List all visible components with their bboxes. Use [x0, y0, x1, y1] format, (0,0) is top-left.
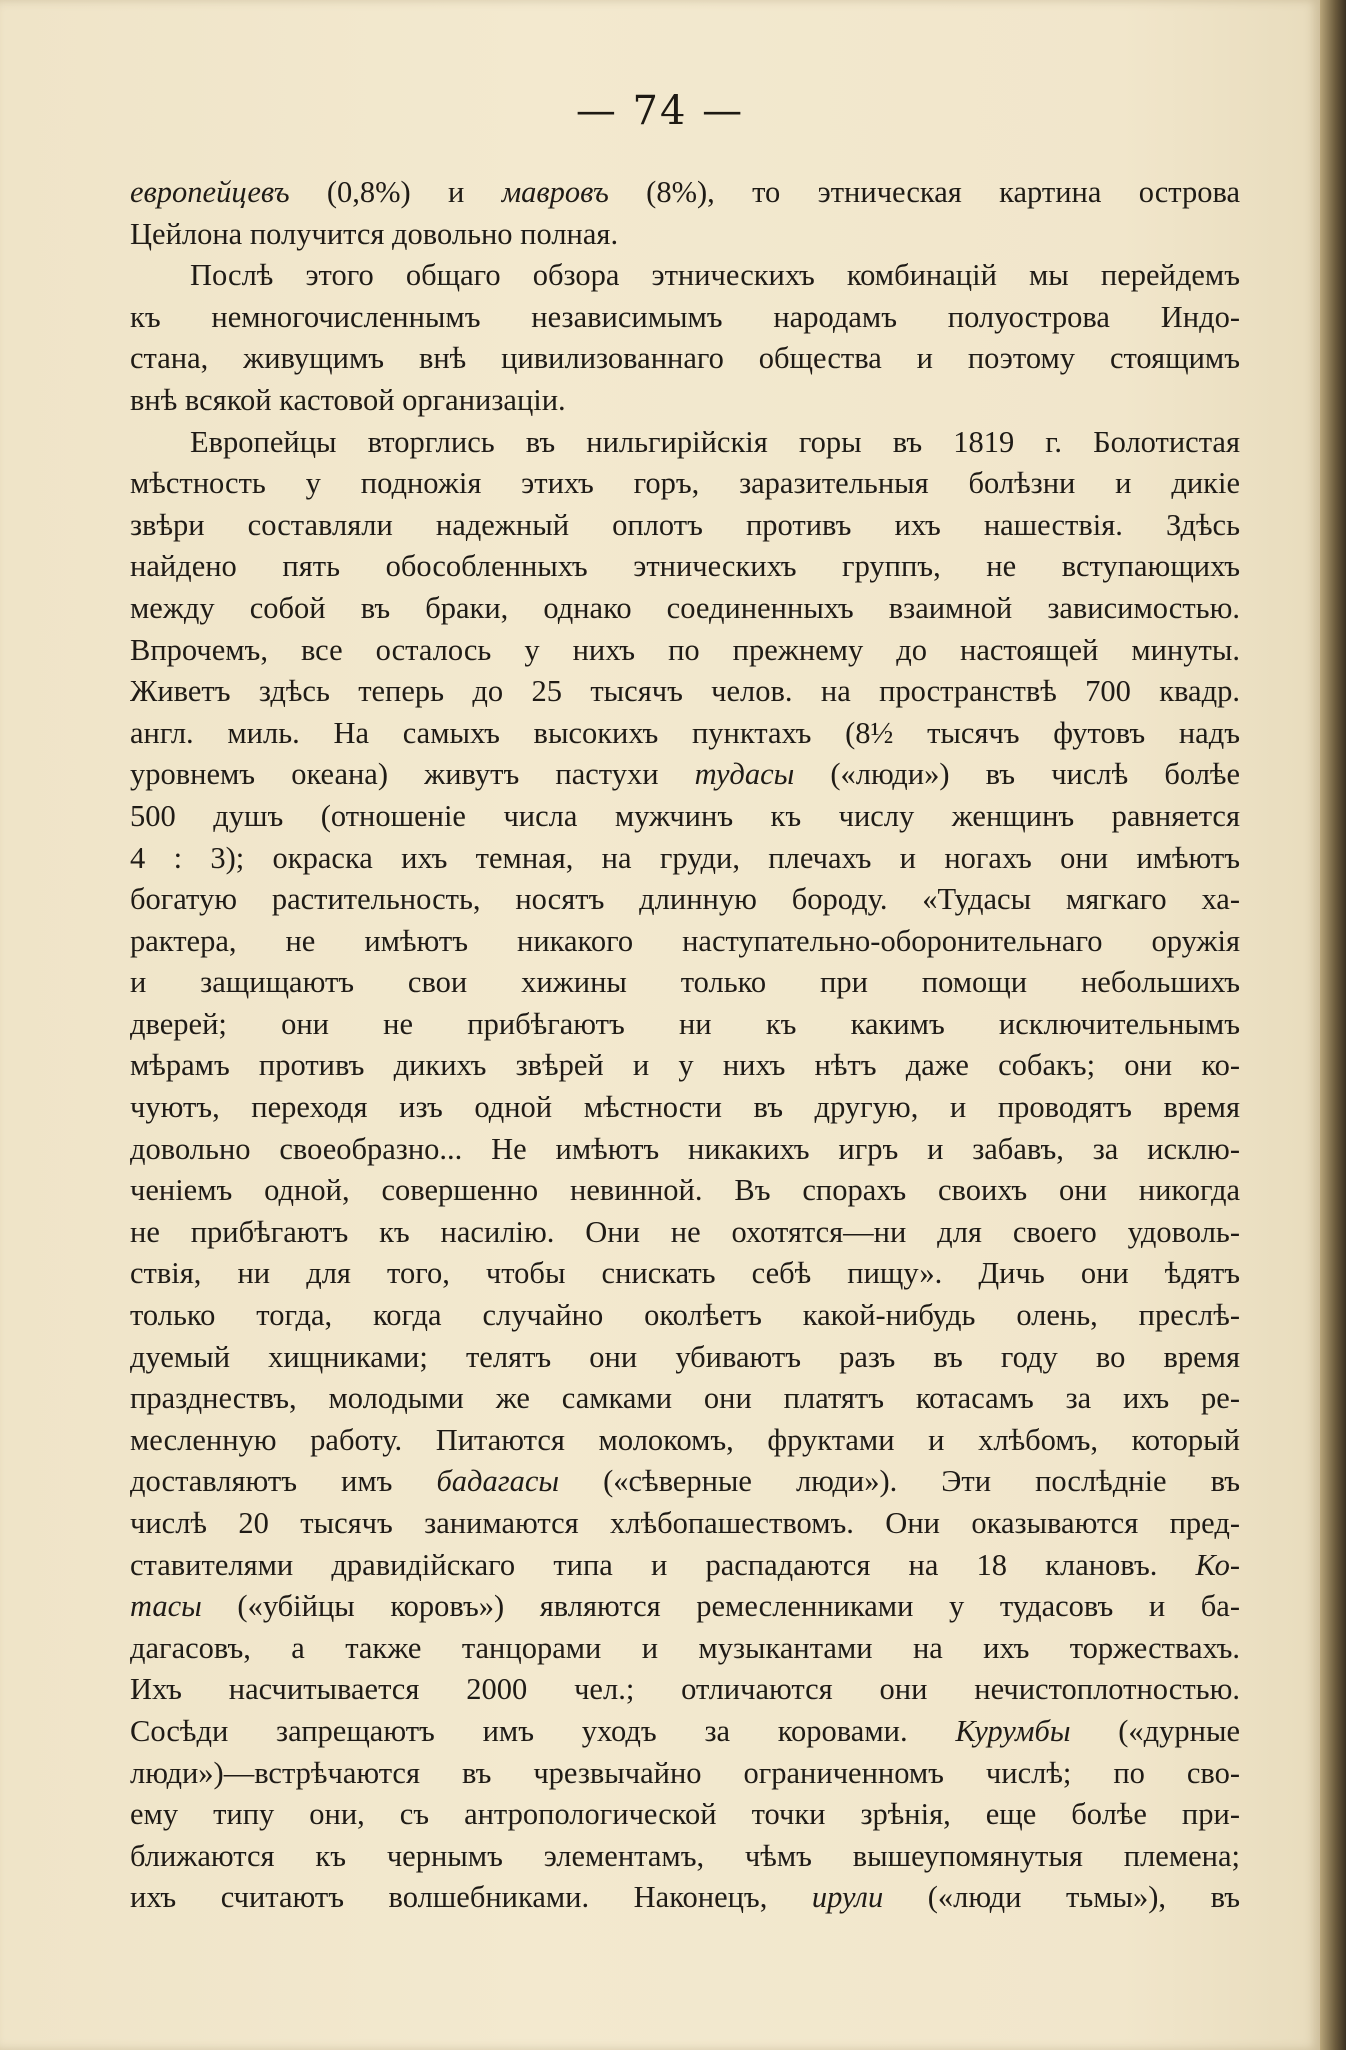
body-text [130, 172, 1240, 1919]
text-line: Ихъ насчитывается 2000 чел.; отличаются они нечистоплотностью. [130, 1672, 1240, 1707]
text-line: дверей; они не прибѣгаютъ ни къ какимъ исключительнымъ [130, 1006, 1240, 1041]
page-edge-shadow [1320, 0, 1346, 2050]
text-line: люди»)—встрѣчаются въ чрезвычайно ограниченномъ числѣ; по сво- [130, 1755, 1240, 1790]
text-line: 4 : 3); окраска ихъ темная, на груди, плечахъ и ногахъ они имѣютъ [130, 840, 1240, 875]
text-line: празднествъ, молодыми же самками они платятъ котасамъ за ихъ ре- [130, 1381, 1240, 1416]
text-line: только тогда, когда случайно околѣетъ какой-нибудь олень, преслѣ- [130, 1298, 1240, 1333]
text-line: ближаются къ чернымъ элементамъ, чѣмъ вышеупомянутыя племена; [130, 1838, 1240, 1873]
text-line: рактера, не имѣютъ никакого наступательно-оборонительнаго оружія [130, 923, 1240, 958]
text-line: внѣ всякой кастовой организаціи. [130, 382, 566, 417]
text-line: тасы («убійцы коровъ») являются ремесленниками у тудасовъ и ба- [130, 1589, 1240, 1624]
text-line: месленную работу. Питаются молокомъ, фруктами и хлѣбомъ, который [130, 1422, 1240, 1457]
text-line: англ. миль. На самыхъ высокихъ пунктахъ (8½ тысячъ футовъ надъ [130, 715, 1240, 750]
text-line: Послѣ этого общаго обзора этническихъ комбинацій мы перейдемъ [190, 258, 1240, 293]
text-line: дагасовъ, а также танцорами и музыкантами на ихъ торжествахъ. [130, 1630, 1240, 1665]
text-line: богатую растительность, носятъ длинную бороду. «Тудасы мягкаго ха- [130, 882, 1240, 917]
page-number: — 74 — [575, 88, 745, 134]
text-line: ему типу они, съ антропологической точки зрѣнія, еще болѣе при- [130, 1797, 1240, 1832]
text-line: Цейлона получится довольно полная. [130, 216, 619, 251]
text-line: европейцевъ (0,8%) и мавровъ (8%), то этническая картина острова [130, 175, 1240, 209]
text-line: числѣ 20 тысячъ занимаются хлѣбопашествомъ. Они оказываются пред- [130, 1506, 1240, 1540]
text-line: ствія, ни для того, чтобы снискать себѣ пищу». Дичь они ѣдятъ [130, 1256, 1240, 1291]
text-line: доставляютъ имъ бадагасы («сѣверные люди»). Эти послѣдніе въ [130, 1464, 1240, 1499]
text-line: ченіемъ одной, совершенно невинной. Въ спорахъ своихъ они никогда [130, 1173, 1240, 1208]
text-line: между собой въ браки, однако соединенныхъ взаимной зависимостью. [130, 590, 1240, 625]
text-line: дуемый хищниками; телятъ они убиваютъ разъ въ году во время [130, 1339, 1240, 1374]
text-line: мѣстность у подножія этихъ горъ, заразительныя болѣзни и дикіе [130, 466, 1240, 501]
text-line: мѣрамъ противъ дикихъ звѣрей и у нихъ нѣтъ даже собакъ; они ко- [130, 1048, 1240, 1083]
text-line: чуютъ, переходя изъ одной мѣстности въ другую, и проводятъ время [130, 1090, 1240, 1125]
text-line: ихъ считаютъ волшебниками. Наконецъ, ирули («люди тьмы»), въ [130, 1880, 1240, 1915]
text-line: Живетъ здѣсь теперь до 25 тысячъ челов. на пространствѣ 700 квадр. [130, 674, 1240, 709]
text-line: звѣри составляли надежный оплотъ противъ ихъ нашествія. Здѣсь [130, 507, 1240, 542]
text-line: уровнемъ океана) живутъ пастухи тудасы («люди») въ числѣ болѣе [130, 757, 1241, 792]
text-line: и защищаютъ свои хижины только при помощи небольшихъ [130, 965, 1240, 1000]
text-line: найдено пять обособленныхъ этническихъ группъ, не вступающихъ [130, 549, 1240, 584]
text-line: къ немногочисленнымъ независимымъ народамъ полуострова Индо- [130, 299, 1240, 334]
text-line: Сосѣди запрещаютъ имъ уходъ за коровами. Курумбы («дурные [130, 1713, 1240, 1748]
text-line: Впрочемъ, все осталось у нихъ по прежнему до настоящей минуты. [130, 632, 1240, 667]
text-line: не прибѣгаютъ къ насилію. Они не охотятся—ни для своего удоволь- [130, 1214, 1240, 1249]
text-line: Европейцы вторглись въ нильгирійскія горы въ 1819 г. Болотистая [190, 424, 1240, 459]
text-line: стана, живущимъ внѣ цивилизованнаго общества и поэтому стоящимъ [130, 341, 1240, 376]
text-line: довольно своеобразно... Не имѣютъ никакихъ игръ и забавъ, за исклю- [130, 1131, 1240, 1166]
text-line: ставителями дравидійскаго типа и распадаются на 18 клановъ. Ко- [130, 1547, 1240, 1582]
text-line: 500 душъ (отношеніе числа мужчинъ къ числу женщинъ равняется [130, 798, 1240, 833]
